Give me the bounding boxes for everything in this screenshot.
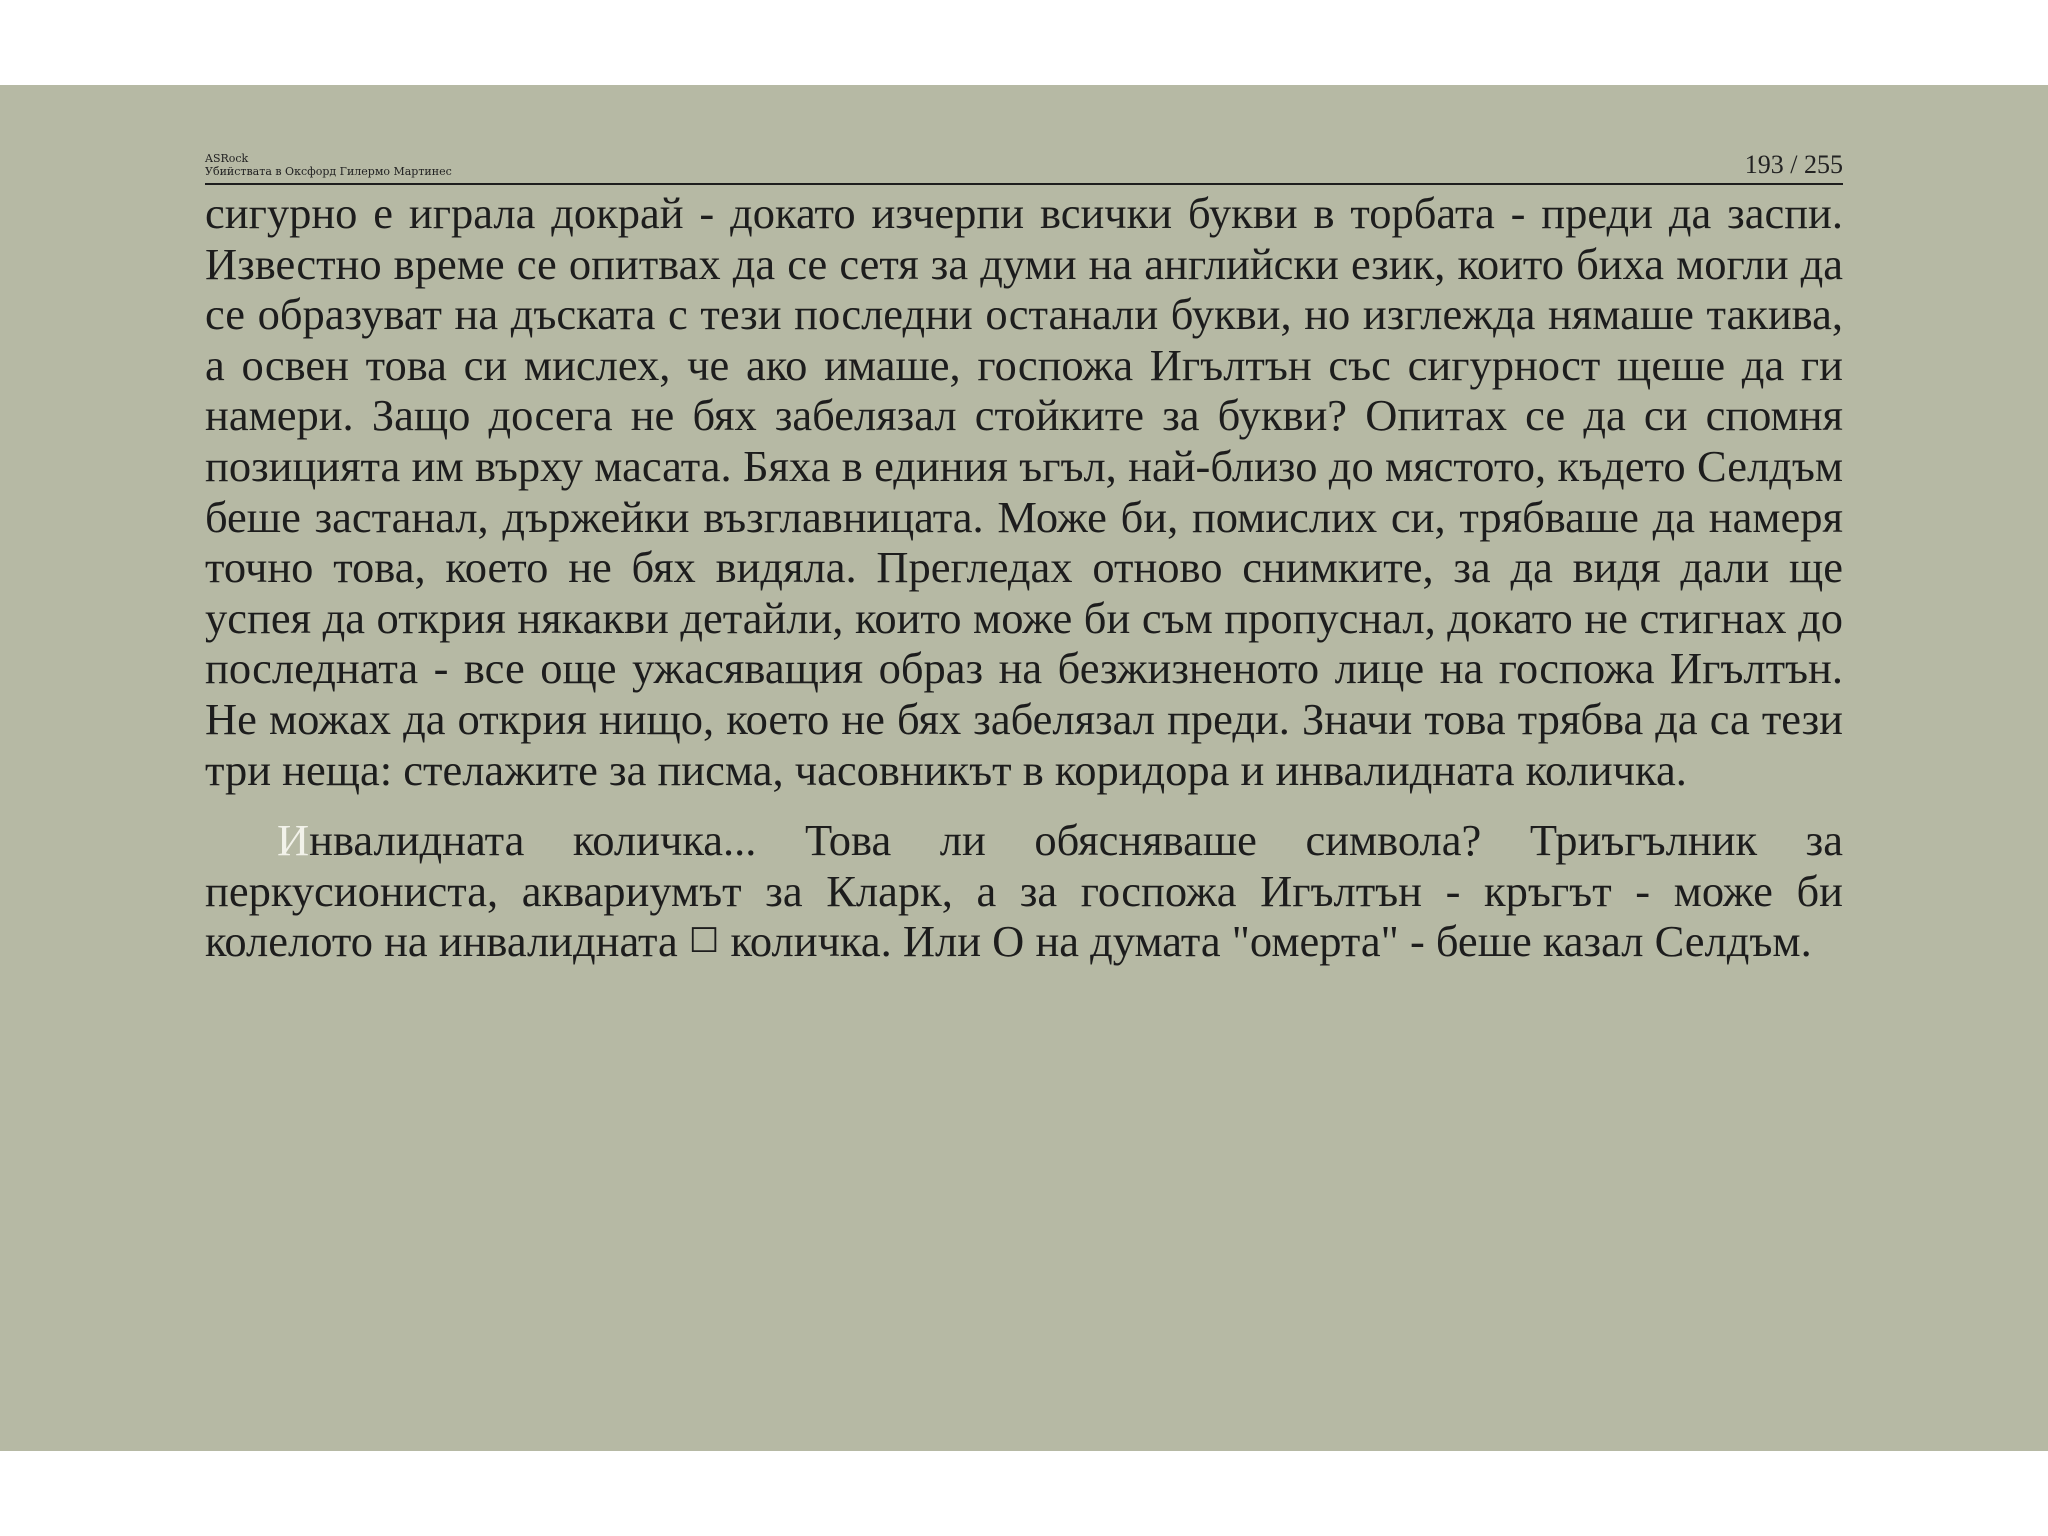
missing-glyph-box-icon: ☐ [688, 921, 720, 962]
page-current: 193 [1744, 150, 1784, 179]
header-author: ASRock [205, 151, 249, 165]
paragraph-1: сигурно е играла докрай - докато изчерпи всички букви в торбата - преди да заспи. Известно време се опитвах да се сетя за думи на английски език, които биха могли да се образуват на дъската с тези последни останали букви, но изглежда нямаше такива, а освен това си мислех, че ако имаше, госпожа Игълтън със сигурност щеше да ги намери. Защо досега не бях забелязал стойките за букви? Опитах се да си спомня позицията им върху масата. Бяха в единия ъгъл, най-близо до мястото, където Селдъм беше застанал, държейки възглавницата. Може би, помислих си, трябваше да намеря точно това, което не бях видяла. Прегледах отново снимките, за да видя дали ще успея да открия някакви детайли, които може би съм пропуснал, докато не стигнах до последната - все още ужасяващия образ на безжизненото лице на госпожа Игълтън. Не можах да открия нищо, което не бях забелязал преди. Значи това трябва да са тези три неща: стелажите за писма, часовникът в коридора и инвалидната количка. [205, 188, 1843, 795]
page-counter [1745, 150, 1843, 180]
page-header [205, 135, 1843, 185]
header-left [205, 152, 452, 180]
paragraph-2-text-start: нвалидната количка... Това ли обясняваше символа? Триъгълник за перкусиониста, аквариумът за Кларк, а за госпожа Игълтън - кръгът - може би колелото на инвалидната [205, 815, 1843, 967]
page-separator: / [1783, 150, 1804, 179]
header-book-title: Убийствата в Оксфорд Гилермо Мартинес [205, 165, 452, 179]
text-body[interactable] [205, 188, 1843, 967]
paragraph-2 [205, 815, 1843, 967]
page-total: 255 [1804, 150, 1843, 179]
paragraph-2-text-end: количка. Или О на думата "омерта" - беше казал Селдъм. [719, 916, 1812, 967]
dropcap-letter: И [277, 815, 310, 866]
